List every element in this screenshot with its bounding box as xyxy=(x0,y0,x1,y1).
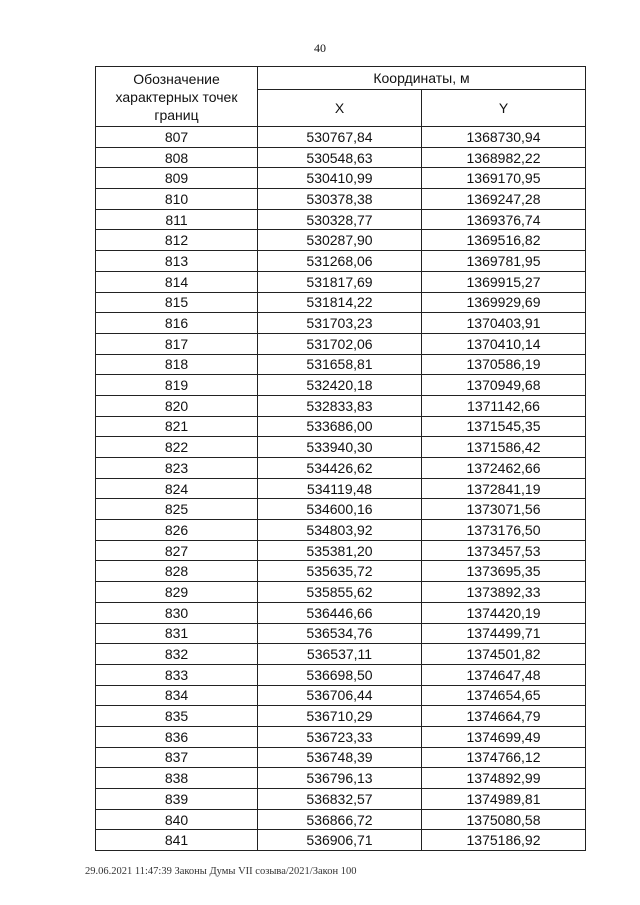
x-coordinate-cell: 532833,83 xyxy=(258,395,422,416)
y-coordinate-cell: 1374892,99 xyxy=(422,768,586,789)
x-coordinate-cell: 531817,69 xyxy=(258,271,422,292)
y-coordinate-cell: 1375080,58 xyxy=(422,809,586,830)
x-coordinate-cell: 530328,77 xyxy=(258,209,422,230)
y-coordinate-cell: 1370403,91 xyxy=(422,313,586,334)
point-number-cell: 809 xyxy=(96,168,258,189)
y-coordinate-cell: 1374766,12 xyxy=(422,747,586,768)
y-coordinate-cell: 1373892,33 xyxy=(422,582,586,603)
x-coordinate-cell: 534600,16 xyxy=(258,499,422,520)
y-coordinate-cell: 1369170,95 xyxy=(422,168,586,189)
x-coordinate-cell: 536698,50 xyxy=(258,664,422,685)
x-coordinate-cell: 535855,62 xyxy=(258,582,422,603)
y-coordinate-cell: 1375186,92 xyxy=(422,830,586,851)
x-coordinate-cell: 531814,22 xyxy=(258,292,422,313)
header-y: Y xyxy=(422,90,586,127)
point-number-cell: 833 xyxy=(96,664,258,685)
table-row xyxy=(96,292,586,313)
x-coordinate-cell: 536866,72 xyxy=(258,809,422,830)
y-coordinate-cell: 1372841,19 xyxy=(422,478,586,499)
table-row xyxy=(96,230,586,251)
point-number-cell: 836 xyxy=(96,726,258,747)
point-number-cell: 821 xyxy=(96,416,258,437)
table-row xyxy=(96,499,586,520)
x-coordinate-cell: 530287,90 xyxy=(258,230,422,251)
point-number-cell: 815 xyxy=(96,292,258,313)
y-coordinate-cell: 1369929,69 xyxy=(422,292,586,313)
point-number-cell: 829 xyxy=(96,582,258,603)
y-coordinate-cell: 1371142,66 xyxy=(422,395,586,416)
y-coordinate-cell: 1373457,53 xyxy=(422,540,586,561)
point-number-cell: 810 xyxy=(96,189,258,210)
table-row xyxy=(96,189,586,210)
point-number-cell: 830 xyxy=(96,602,258,623)
point-number-cell: 824 xyxy=(96,478,258,499)
table-row xyxy=(96,540,586,561)
table-body xyxy=(96,127,586,851)
point-number-cell: 811 xyxy=(96,209,258,230)
point-number-cell: 808 xyxy=(96,147,258,168)
table-row xyxy=(96,664,586,685)
table-row xyxy=(96,271,586,292)
x-coordinate-cell: 534119,48 xyxy=(258,478,422,499)
table-row xyxy=(96,416,586,437)
y-coordinate-cell: 1373695,35 xyxy=(422,561,586,582)
table-row xyxy=(96,354,586,375)
x-coordinate-cell: 531702,06 xyxy=(258,333,422,354)
point-number-cell: 818 xyxy=(96,354,258,375)
table-row xyxy=(96,561,586,582)
x-coordinate-cell: 535635,72 xyxy=(258,561,422,582)
y-coordinate-cell: 1374989,81 xyxy=(422,789,586,810)
point-number-cell: 816 xyxy=(96,313,258,334)
point-number-cell: 837 xyxy=(96,747,258,768)
x-coordinate-cell: 536446,66 xyxy=(258,602,422,623)
point-number-cell: 826 xyxy=(96,520,258,541)
table-row xyxy=(96,747,586,768)
y-coordinate-cell: 1374699,49 xyxy=(422,726,586,747)
table-row xyxy=(96,437,586,458)
x-coordinate-cell: 534426,62 xyxy=(258,458,422,479)
header-x: X xyxy=(258,90,422,127)
y-coordinate-cell: 1369781,95 xyxy=(422,251,586,272)
y-coordinate-cell: 1372462,66 xyxy=(422,458,586,479)
y-coordinate-cell: 1374499,71 xyxy=(422,623,586,644)
x-coordinate-cell: 532420,18 xyxy=(258,375,422,396)
y-coordinate-cell: 1374501,82 xyxy=(422,644,586,665)
point-number-cell: 832 xyxy=(96,644,258,665)
point-number-cell: 828 xyxy=(96,561,258,582)
point-number-cell: 841 xyxy=(96,830,258,851)
table-row xyxy=(96,333,586,354)
x-coordinate-cell: 536534,76 xyxy=(258,623,422,644)
table-row xyxy=(96,478,586,499)
table-row xyxy=(96,395,586,416)
y-coordinate-cell: 1374647,48 xyxy=(422,664,586,685)
x-coordinate-cell: 536832,57 xyxy=(258,789,422,810)
header-point-designation: Обозначение характерных точек границ xyxy=(96,67,258,127)
point-number-cell: 831 xyxy=(96,623,258,644)
y-coordinate-cell: 1374654,65 xyxy=(422,685,586,706)
y-coordinate-cell: 1373176,50 xyxy=(422,520,586,541)
y-coordinate-cell: 1368730,94 xyxy=(422,127,586,148)
footer-stamp: 29.06.2021 11:47:39 Законы Думы VII созыва/2021/Закон 100 xyxy=(85,866,357,877)
y-coordinate-cell: 1369915,27 xyxy=(422,271,586,292)
table-row xyxy=(96,168,586,189)
x-coordinate-cell: 536537,11 xyxy=(258,644,422,665)
point-number-cell: 835 xyxy=(96,706,258,727)
point-number-cell: 834 xyxy=(96,685,258,706)
point-number-cell: 814 xyxy=(96,271,258,292)
point-number-cell: 812 xyxy=(96,230,258,251)
coordinates-table xyxy=(95,66,586,851)
x-coordinate-cell: 531703,23 xyxy=(258,313,422,334)
point-number-cell: 822 xyxy=(96,437,258,458)
y-coordinate-cell: 1369376,74 xyxy=(422,209,586,230)
point-number-cell: 840 xyxy=(96,809,258,830)
x-coordinate-cell: 535381,20 xyxy=(258,540,422,561)
x-coordinate-cell: 530548,63 xyxy=(258,147,422,168)
y-coordinate-cell: 1370949,68 xyxy=(422,375,586,396)
table-row xyxy=(96,127,586,148)
table-row xyxy=(96,706,586,727)
table-row xyxy=(96,375,586,396)
x-coordinate-cell: 530378,38 xyxy=(258,189,422,210)
y-coordinate-cell: 1373071,56 xyxy=(422,499,586,520)
table-row xyxy=(96,830,586,851)
x-coordinate-cell: 531658,81 xyxy=(258,354,422,375)
y-coordinate-cell: 1370410,14 xyxy=(422,333,586,354)
x-coordinate-cell: 530410,99 xyxy=(258,168,422,189)
x-coordinate-cell: 533940,30 xyxy=(258,437,422,458)
y-coordinate-cell: 1374420,19 xyxy=(422,602,586,623)
point-number-cell: 823 xyxy=(96,458,258,479)
x-coordinate-cell: 531268,06 xyxy=(258,251,422,272)
table-row xyxy=(96,209,586,230)
table-row xyxy=(96,602,586,623)
table-row xyxy=(96,768,586,789)
y-coordinate-cell: 1369516,82 xyxy=(422,230,586,251)
table-row xyxy=(96,685,586,706)
header-coordinates: Координаты, м xyxy=(258,67,586,90)
point-number-cell: 813 xyxy=(96,251,258,272)
x-coordinate-cell: 536706,44 xyxy=(258,685,422,706)
point-number-cell: 819 xyxy=(96,375,258,396)
table-row xyxy=(96,644,586,665)
y-coordinate-cell: 1371545,35 xyxy=(422,416,586,437)
y-coordinate-cell: 1374664,79 xyxy=(422,706,586,727)
table-row xyxy=(96,313,586,334)
table-header-row xyxy=(96,67,586,90)
table-row xyxy=(96,520,586,541)
x-coordinate-cell: 536796,13 xyxy=(258,768,422,789)
point-number-cell: 839 xyxy=(96,789,258,810)
table-row xyxy=(96,789,586,810)
x-coordinate-cell: 536723,33 xyxy=(258,726,422,747)
y-coordinate-cell: 1370586,19 xyxy=(422,354,586,375)
y-coordinate-cell: 1369247,28 xyxy=(422,189,586,210)
x-coordinate-cell: 536906,71 xyxy=(258,830,422,851)
table-row xyxy=(96,458,586,479)
point-number-cell: 838 xyxy=(96,768,258,789)
y-coordinate-cell: 1371586,42 xyxy=(422,437,586,458)
point-number-cell: 827 xyxy=(96,540,258,561)
x-coordinate-cell: 530767,84 xyxy=(258,127,422,148)
table-row xyxy=(96,809,586,830)
x-coordinate-cell: 536710,29 xyxy=(258,706,422,727)
point-number-cell: 807 xyxy=(96,127,258,148)
point-number-cell: 825 xyxy=(96,499,258,520)
table-row xyxy=(96,623,586,644)
x-coordinate-cell: 534803,92 xyxy=(258,520,422,541)
point-number-cell: 820 xyxy=(96,395,258,416)
x-coordinate-cell: 536748,39 xyxy=(258,747,422,768)
point-number-cell: 817 xyxy=(96,333,258,354)
y-coordinate-cell: 1368982,22 xyxy=(422,147,586,168)
page-number: 40 xyxy=(314,41,326,55)
table-row xyxy=(96,726,586,747)
table-row xyxy=(96,147,586,168)
table-row xyxy=(96,251,586,272)
table-row xyxy=(96,582,586,603)
x-coordinate-cell: 533686,00 xyxy=(258,416,422,437)
